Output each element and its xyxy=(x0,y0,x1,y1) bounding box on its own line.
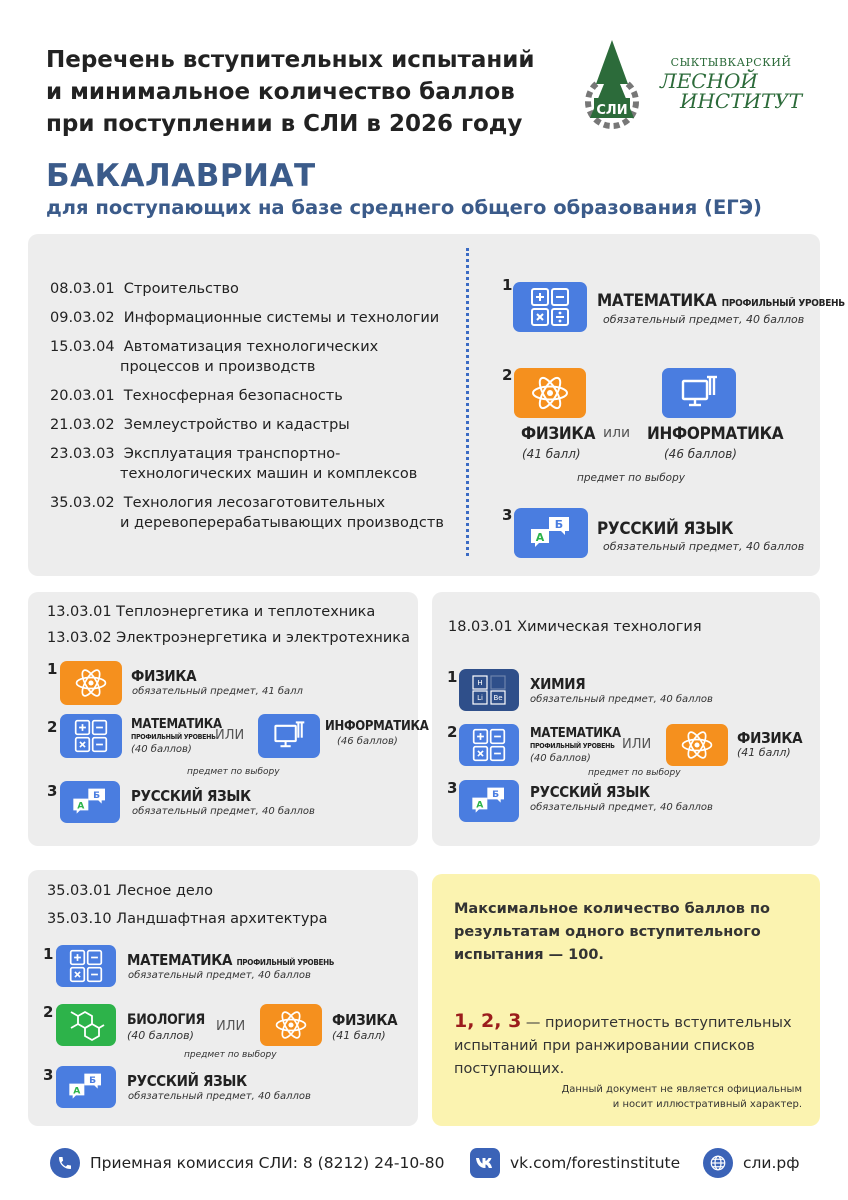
divider xyxy=(466,248,469,556)
subject-math: МАТЕМАТИКА ПРОФИЛЬНЫЙ УРОВЕНЬ xyxy=(597,291,845,311)
institute-logo-text: СЫКТЫВКАРСКИЙ ЛЕСНОЙ ИНСТИТУТ xyxy=(660,56,803,113)
atom-icon xyxy=(666,724,728,766)
priority-number: 3 xyxy=(43,1066,54,1084)
program-item: 35.03.10 Ландшафтная архитектура xyxy=(47,911,328,927)
svg-text:H: H xyxy=(477,679,483,687)
program-item: 13.03.01 Теплоэнергетика и теплотехника xyxy=(47,604,376,620)
program-list xyxy=(50,279,460,533)
subject-note: обязательный предмет, 40 баллов xyxy=(132,806,315,817)
institute-logo-icon xyxy=(582,40,642,132)
subject-informatics: ИНФОРМАТИКА xyxy=(325,719,429,734)
svg-text:Б: Б xyxy=(554,518,564,531)
subject-note: (41 балл) xyxy=(522,447,581,461)
subject-math: МАТЕМАТИКА ПРОФИЛЬНЫЙ УРОВЕНЬ xyxy=(127,951,335,969)
subject-note: обязательный предмет, 40 баллов xyxy=(603,313,805,326)
subject-note: обязательный предмет, 40 баллов xyxy=(128,970,311,981)
priority-number: 1 xyxy=(447,668,458,686)
svg-text:Б: Б xyxy=(492,788,500,800)
priority-number: 3 xyxy=(447,779,458,797)
language-icon xyxy=(459,780,519,822)
or-label: или xyxy=(603,425,631,441)
disclaimer: Данный документ не является официальным и носит иллюстративный характер. xyxy=(561,1084,802,1110)
subject-physics: ФИЗИКА xyxy=(131,667,197,685)
phone-icon xyxy=(50,1148,80,1178)
vk-icon xyxy=(470,1148,500,1178)
section-subtitle: для поступающих на базе среднего общего образования (ЕГЭ) xyxy=(46,196,762,219)
priority-number: 2 xyxy=(47,718,58,736)
atom-icon xyxy=(514,368,586,418)
site-link[interactable]: сли.рф xyxy=(743,1154,800,1172)
globe-icon xyxy=(703,1148,733,1178)
footer-vk[interactable] xyxy=(470,1148,680,1178)
priority-number: 2 xyxy=(43,1003,54,1021)
svg-text:А: А xyxy=(476,799,484,811)
subject-note: (46 баллов) xyxy=(664,447,737,461)
svg-text:СЛИ: СЛИ xyxy=(596,103,628,118)
subject-note: (40 баллов) xyxy=(131,744,192,755)
calculator-icon xyxy=(513,282,587,332)
subject-note: обязательный предмет, 41 балл xyxy=(132,686,303,697)
choice-note: предмет по выбору xyxy=(187,767,280,777)
priority-number: 1 xyxy=(43,945,54,963)
periodic-table-icon xyxy=(459,669,519,711)
subject-level: ПРОФИЛЬНЫЙ УРОВЕНЬ xyxy=(530,742,615,750)
subject-math: МАТЕМАТИКА xyxy=(131,717,222,732)
list-item: 15.03.04 Автоматизация технологических процессов и производств xyxy=(50,339,379,375)
subject-russian: РУССКИЙ ЯЗЫК xyxy=(127,1072,247,1090)
svg-text:Li: Li xyxy=(477,694,483,702)
priority-text: 1, 2, 3 — приоритетность вступительных испытаний при ранжировании списков поступающих. xyxy=(454,1010,792,1077)
language-icon xyxy=(514,508,588,558)
svg-text:Be: Be xyxy=(493,694,503,702)
list-item: 35.03.02 Технология лесозаготовительных и деревоперерабатывающих производств xyxy=(50,495,444,531)
svg-text:А: А xyxy=(73,1085,81,1097)
language-icon xyxy=(56,1066,116,1108)
computer-icon xyxy=(662,368,736,418)
or-label: ИЛИ xyxy=(215,728,245,743)
atom-icon xyxy=(60,661,122,705)
list-item: 09.03.02 Информационные системы и технологии xyxy=(50,310,440,326)
footer-phone[interactable] xyxy=(50,1148,445,1178)
subject-biology: БИОЛОГИЯ xyxy=(127,1012,205,1028)
program-item: 13.03.02 Электроэнергетика и электротехника xyxy=(47,630,410,646)
svg-text:Б: Б xyxy=(89,1074,97,1086)
subject-chemistry: ХИМИЯ xyxy=(530,675,586,693)
subject-note: обязательный предмет, 40 баллов xyxy=(530,802,713,813)
or-label: ИЛИ xyxy=(622,737,652,752)
calculator-icon xyxy=(459,724,519,766)
subject-math: МАТЕМАТИКА xyxy=(530,726,621,741)
subject-note: (40 баллов) xyxy=(530,753,591,764)
choice-note: предмет по выбору xyxy=(577,472,685,484)
subject-informatics: ИНФОРМАТИКА xyxy=(647,424,784,444)
list-item: 08.03.01 Строительство xyxy=(50,281,239,297)
footer-site[interactable] xyxy=(703,1148,800,1178)
subject-note: (41 балл) xyxy=(737,746,791,759)
list-item: 21.03.02 Землеустройство и кадастры xyxy=(50,417,350,433)
svg-text:А: А xyxy=(77,800,85,812)
subject-russian: РУССКИЙ ЯЗЫК xyxy=(530,783,650,801)
priority-number: 2 xyxy=(502,366,513,384)
language-icon xyxy=(60,781,120,823)
program-item: 18.03.01 Химическая технология xyxy=(448,619,702,635)
max-score-text: Максимальное количество баллов по результатам одного вступительного испытания — 100. xyxy=(454,901,770,963)
subject-physics: ФИЗИКА xyxy=(737,729,803,747)
atom-icon xyxy=(260,1004,322,1046)
subject-russian: РУССКИЙ ЯЗЫК xyxy=(131,787,251,805)
choice-note: предмет по выбору xyxy=(184,1050,277,1060)
program-item: 35.03.01 Лесное дело xyxy=(47,883,213,899)
subject-physics: ФИЗИКА xyxy=(332,1011,398,1029)
priority-number: 3 xyxy=(47,782,58,800)
list-item: 20.03.01 Техносферная безопасность xyxy=(50,388,343,404)
subject-note: обязательный предмет, 40 баллов xyxy=(603,540,805,553)
molecule-icon xyxy=(56,1004,116,1046)
vk-link[interactable]: vk.com/forestinstitute xyxy=(510,1154,681,1172)
subject-russian: РУССКИЙ ЯЗЫК xyxy=(597,519,734,539)
list-item: 23.03.03 Эксплуатация транспортно- технологических машин и комплексов xyxy=(50,446,418,482)
choice-note: предмет по выбору xyxy=(588,768,681,778)
priority-number: 1 xyxy=(47,660,58,678)
svg-text:Б: Б xyxy=(93,789,101,801)
subject-note: (41 балл) xyxy=(332,1029,386,1042)
calculator-icon xyxy=(60,714,122,758)
subject-note: (40 баллов) xyxy=(127,1029,194,1042)
phone-text: Приемная комиссия СЛИ: 8 (8212) 24-10-80 xyxy=(90,1154,445,1172)
subject-physics: ФИЗИКА xyxy=(521,424,596,444)
calculator-icon xyxy=(56,945,116,987)
priority-number: 3 xyxy=(502,506,513,524)
priority-number: 1 xyxy=(502,276,513,294)
page-title: Перечень вступительных испытаний и минимальное количество баллов при поступлении в СЛИ в 2026 году xyxy=(46,47,535,137)
subject-note: обязательный предмет, 40 баллов xyxy=(128,1091,311,1102)
svg-text:А: А xyxy=(535,531,545,544)
computer-icon xyxy=(258,714,320,758)
or-label: ИЛИ xyxy=(216,1019,246,1034)
section-title: БАКАЛАВРИАТ xyxy=(46,158,316,194)
priority-number: 2 xyxy=(447,723,458,741)
subject-level: ПРОФИЛЬНЫЙ УРОВЕНЬ xyxy=(131,733,216,741)
subject-note: обязательный предмет, 40 баллов xyxy=(530,694,713,705)
subject-note: (46 баллов) xyxy=(337,736,398,747)
